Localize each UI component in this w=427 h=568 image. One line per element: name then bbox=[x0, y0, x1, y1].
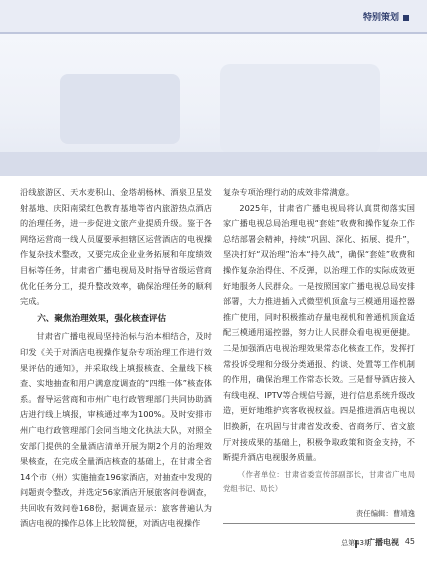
header-photo bbox=[0, 34, 427, 176]
photo-shape bbox=[60, 74, 180, 144]
author-note: （作者单位：甘肃省委宣传部副部长，甘肃省广电局党组书记、局长） bbox=[223, 469, 415, 493]
footer-issue: 总第43期 bbox=[341, 539, 371, 547]
photo-shape bbox=[0, 152, 427, 176]
photo-shape bbox=[220, 64, 380, 154]
square-icon bbox=[403, 15, 409, 21]
section-heading: 六、聚焦治理效果，强化核查评估 bbox=[37, 313, 167, 324]
section-label bbox=[363, 10, 409, 23]
footer-magazine: 广播电视 bbox=[367, 537, 399, 547]
right-paragraph-2: 2025年，甘肃省广播电视局将认真贯彻落实国家广播电视总局治理电视“套娃”收费和操作复杂工作总结部署会精神，持续“巩固、深化、拓展、提升”，坚决打好“双治理”治本“持久战”，确保“套娃”收费和操作复杂治得住、不反弹，以治理工作的实际成效更好地服务人民群众。一是按照国家广播电视总局安排部署，大力推进插入式微型机顶盒与三模通用遥控器推广使用，同时积极推动存量电视机和普通机顶盒适配三模通用遥控器，努力让人民群众看电视更便捷。二是加强酒店电视治理效果常态化核查工作，发挥打常投诉受理和分级分类通报、约谈、处置等工作机制的作用，确保治理工作常态长效。三是督导酒店接入有线电视、IPTV等合规信号源，进行信息系统升级改造，更好地维护宾客收视权益。四是推进酒店电视以旧换新，在巩固与甘肃省发改委、省商务厅、省文旅厅对接成果的基础上，积极争取政策和资金支持，不断提升酒店电视服务质量。 bbox=[223, 202, 415, 463]
right-paragraph-1: 复杂专项治理行动的成效非常满意。 bbox=[223, 187, 355, 197]
right-column bbox=[223, 185, 415, 524]
section-label-text: 特别策划 bbox=[362, 13, 399, 23]
editor-line: 责任编辑：曹靖逸 bbox=[223, 506, 415, 525]
page-number: 45 bbox=[404, 537, 415, 546]
left-column bbox=[20, 185, 212, 532]
left-paragraph-2: 甘肃省广播电视局坚持治标与治本相结合，及时印发《关于对酒店电视操作复杂专项治理工作进行效果评估的通知》，并采取线上填报核查、全量线下核查、实地抽查和用户满意度调查的“四维一体”核查体系。督导运营商和市州广电行政管理部门共同协助酒店进行线上填报，审核通过率为100%。及时安排市州广电行政管理部门会同当地文化执法大队，对照全安部门提供的全量酒店清单开展为期2个月的治理效果核查，在完成全量酒店核查的基础上，在甘肃全省14个市（州）实施抽查196家酒店，对抽查中发现的问题责令整改，并选定56家酒店开展旅客问卷调查，共回收有效问卷168份，据调查显示：旅客普遍认为酒店电视的操作总体上比较简便，对酒店电视操作 bbox=[20, 331, 212, 529]
footer bbox=[0, 534, 427, 552]
left-paragraph-1: 沿线旅游区、天水麦积山、金塔胡杨林、酒泉卫星发射基地、庆阳南梁红色教育基地等省内旅游热点酒店的治理任务，进一步促进文旅产业提质升级。鉴于各网络运营商一线人员厦要承担辖区运营酒店的电视操作复杂技术整改，又要完成企业业务拓展和年度绩效目标等任务，甘肃省广播电视局及时指导省级运营商优化任务分工，提升整改效率，确保治理任务的顺利完成。 bbox=[20, 187, 212, 307]
